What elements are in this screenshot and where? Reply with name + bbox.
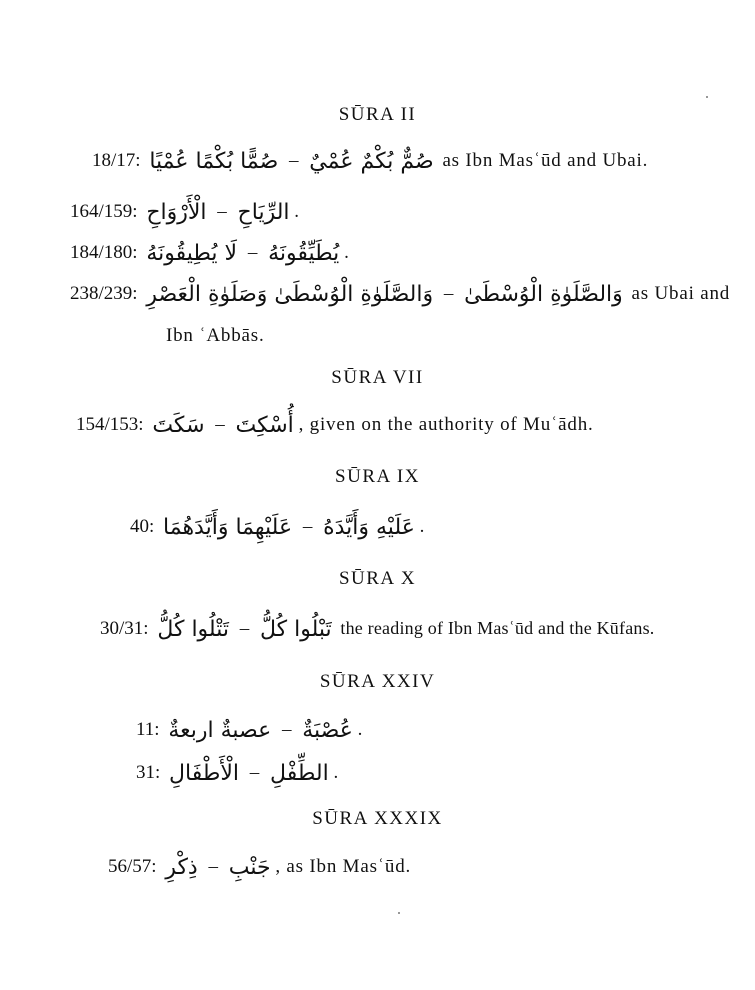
- dash-separator: –: [239, 618, 250, 639]
- entry-line: [92, 146, 648, 176]
- entry-note: .: [294, 201, 300, 222]
- arabic-standard-reading: أُسْكِتَ: [235, 412, 294, 438]
- colon: :: [154, 719, 160, 740]
- entry-note: .: [357, 719, 364, 740]
- arabic-variant-reading: تَتْلُوا كُلُّ: [157, 616, 229, 642]
- arabic-standard-reading: الرِّيَاحِ: [237, 199, 290, 225]
- entry-continuation: [166, 321, 265, 351]
- arabic-standard-reading: عُصْبَةٌ: [302, 717, 353, 743]
- entry-note: , given on the authority of Muʿādh.: [298, 414, 594, 435]
- entry-note: .: [419, 516, 426, 537]
- entry-note: , as Ibn Masʿūd.: [275, 856, 412, 877]
- section-heading-sura-xxiv: SŪRA XXIV: [319, 671, 436, 692]
- verse-reference: 40: [130, 516, 149, 537]
- entry-line: [76, 410, 594, 440]
- colon: :: [132, 242, 138, 263]
- arabic-variant-reading: ذِكْرِ: [165, 854, 198, 880]
- dash-separator: –: [215, 414, 225, 435]
- arabic-standard-reading: تَبْلُوا كُلُّ: [259, 616, 332, 642]
- section-heading-sura-vii: SŪRA VII: [331, 367, 424, 388]
- colon: :: [149, 516, 155, 537]
- entry-line: [136, 715, 363, 745]
- arabic-standard-reading: عَلَيْهِ وَأَيَّدَهُ: [323, 514, 415, 540]
- dash-separator: –: [281, 719, 292, 740]
- entry-line: [136, 758, 339, 788]
- arabic-variant-reading: وَالصَّلَوٰةِ الْوُسْطَىٰ وَصَلَوٰةِ الْعَصْرِ: [146, 281, 434, 307]
- verse-reference: 30/31: [100, 618, 144, 639]
- arabic-variant-reading: الْأَطْفَالِ: [169, 760, 240, 786]
- colon: :: [138, 414, 144, 435]
- entry-line: [70, 279, 730, 309]
- entry-line: [70, 197, 300, 227]
- colon: :: [143, 618, 149, 639]
- dash-separator: –: [249, 762, 260, 783]
- arabic-variant-reading: عصبةٌ اربعةٌ: [168, 717, 272, 743]
- entry-note: .: [333, 762, 339, 783]
- section-heading-sura-ix: SŪRA IX: [335, 466, 420, 487]
- verse-reference: 184/180: [70, 242, 133, 263]
- dash-separator: –: [302, 516, 313, 537]
- dash-separator: –: [217, 201, 227, 222]
- arabic-variant-reading: الْأَرْوَاحِ: [146, 199, 207, 225]
- verse-reference: 238/239: [70, 283, 133, 304]
- arabic-standard-reading: الطِّفْلِ: [270, 760, 329, 786]
- colon: :: [155, 762, 161, 783]
- dash-separator: –: [443, 283, 454, 304]
- entry-note: as Ibn Masʿūd and Ubai.: [442, 150, 649, 171]
- entry-note: .: [344, 242, 350, 263]
- entry-note-continuation: Ibn ʿAbbās.: [166, 325, 265, 346]
- arabic-standard-reading: وَالصَّلَوٰةِ الْوُسْطَىٰ: [464, 281, 623, 307]
- scan-speck: [398, 912, 400, 914]
- colon: :: [132, 201, 138, 222]
- section-heading-sura-ii: SŪRA II: [338, 104, 417, 125]
- colon: :: [132, 283, 138, 304]
- arabic-standard-reading: صُمٌّ بُكْمٌ عُمْيٌ: [309, 148, 434, 174]
- arabic-variant-reading: صُمًّا بُكْمًا عُمْيًا: [149, 148, 279, 174]
- verse-reference: 18/17: [92, 150, 136, 171]
- entry-line: [70, 238, 350, 268]
- verse-reference: 31: [136, 762, 155, 783]
- dash-separator: –: [247, 242, 258, 263]
- verse-reference: 56/57: [108, 856, 152, 877]
- entry-line: [130, 512, 425, 542]
- arabic-standard-reading: جَنْبِ: [228, 854, 271, 880]
- colon: :: [151, 856, 157, 877]
- dash-separator: –: [289, 150, 299, 171]
- verse-reference: 11: [136, 719, 155, 740]
- arabic-variant-reading: سَكَتَ: [152, 412, 205, 438]
- scan-speck: [706, 96, 708, 98]
- arabic-standard-reading: يُطَيِّقُونَهُ: [268, 240, 340, 266]
- verse-reference: 154/153: [76, 414, 139, 435]
- section-heading-sura-xxxix: SŪRA XXXIX: [312, 808, 443, 829]
- entry-note: as Ubai and: [631, 283, 731, 304]
- arabic-variant-reading: لَا يُطِيقُونَهُ: [146, 240, 238, 266]
- section-heading-sura-x: SŪRA X: [338, 568, 417, 589]
- arabic-variant-reading: عَلَيْهِمَا وَأَيَّدَهُمَا: [163, 514, 293, 540]
- entry-line: [100, 613, 655, 643]
- entry-line: [108, 852, 411, 882]
- verse-reference: 164/159: [70, 201, 133, 222]
- entry-note: the reading of Ibn Masʿūd and the Kūfans.: [340, 618, 655, 638]
- dash-separator: –: [208, 856, 218, 877]
- colon: :: [135, 150, 141, 171]
